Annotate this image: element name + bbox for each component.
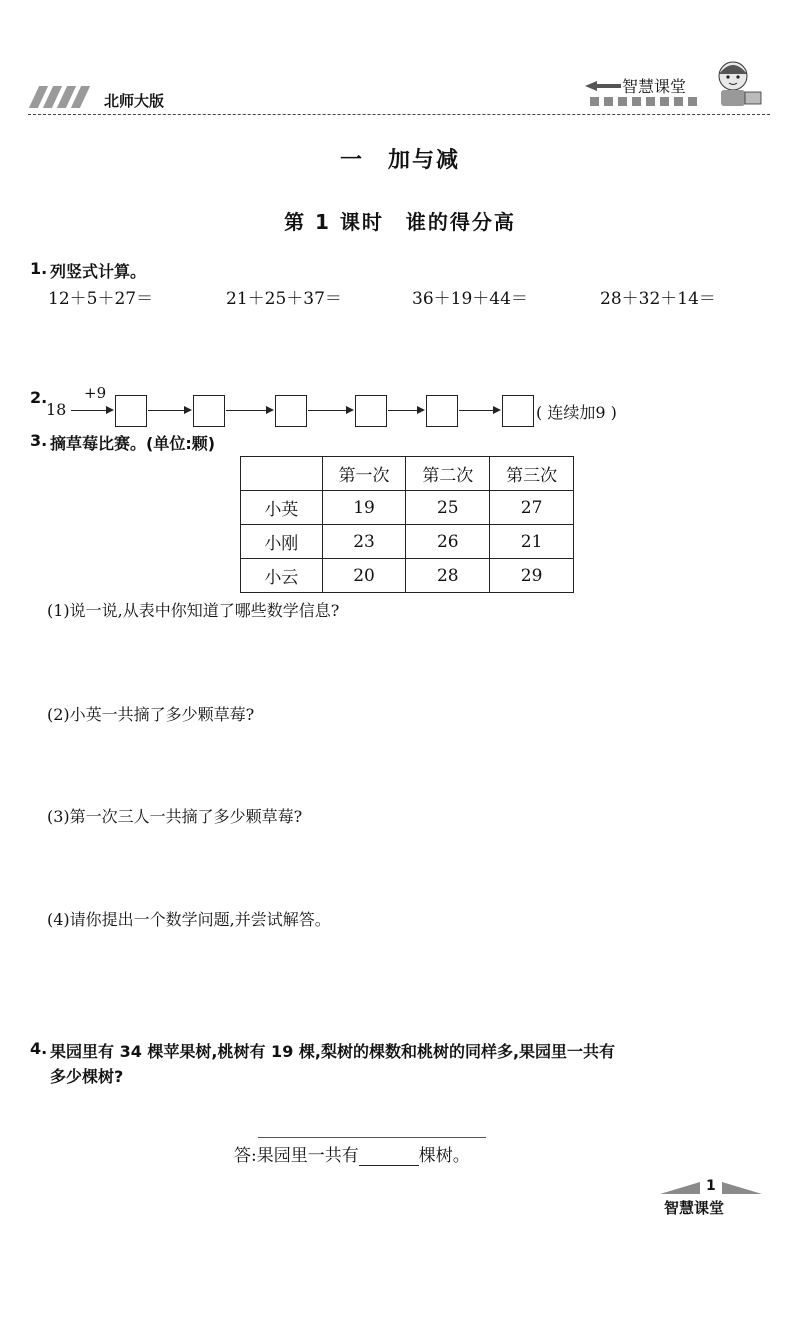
header-stripes-decoration <box>30 86 100 108</box>
question-3-number: 3. <box>30 431 48 450</box>
table-header-cell <box>241 457 323 491</box>
table-cell-name: 小英 <box>241 491 323 525</box>
table-cell: 27 <box>490 491 574 525</box>
question-4-line-1: 果园里有 34 棵苹果树,桃树有 19 棵,梨树的棵数和桃树的同样多,果园里一共有 <box>50 1042 616 1061</box>
chain-start-value: 18 <box>46 400 67 419</box>
question-4-number: 4. <box>30 1039 48 1058</box>
expression-1: 12＋5＋27＝ <box>48 289 154 309</box>
table-header-cell: 第三次 <box>490 457 574 491</box>
girl-mascot-icon <box>705 58 765 110</box>
answer-box-5[interactable] <box>426 395 458 427</box>
answer-prefix: 答:果园里一共有 <box>234 1146 359 1166</box>
chain-arrowhead-5 <box>417 406 425 414</box>
chain-arrow-2 <box>148 410 184 411</box>
chain-note: ( 连续加9 ) <box>536 403 617 422</box>
answer-box-3[interactable] <box>275 395 307 427</box>
table-cell: 20 <box>322 559 406 593</box>
table-cell: 21 <box>490 525 574 559</box>
table-cell-name: 小刚 <box>241 525 323 559</box>
question-4-line-2: 多少棵树? <box>50 1067 124 1086</box>
chain-arrowhead-3 <box>266 406 274 414</box>
question-1-instruction: 列竖式计算。 <box>50 262 147 281</box>
expression-3: 36＋19＋44＝ <box>412 289 528 309</box>
table-row <box>241 559 574 593</box>
chain-arrow-1 <box>71 410 107 411</box>
table-cell: 23 <box>322 525 406 559</box>
answer-box-1[interactable] <box>115 395 147 427</box>
table-cell: 29 <box>490 559 574 593</box>
edition-label: 北师大版 <box>104 92 165 110</box>
expression-4: 28＋32＋14＝ <box>600 289 716 309</box>
table-header-cell: 第一次 <box>322 457 406 491</box>
subquestion-4: (4)请你提出一个数学问题,并尝试解答。 <box>47 910 331 929</box>
answer-blank[interactable] <box>359 1149 419 1166</box>
arrow-left-icon <box>585 80 621 92</box>
answer-box-2[interactable] <box>193 395 225 427</box>
chain-arrowhead-6 <box>493 406 501 414</box>
chain-arrowhead-1 <box>106 406 114 414</box>
subquestion-2: (2)小英一共摘了多少颗草莓? <box>47 705 255 724</box>
page-number: 1 <box>706 1178 716 1194</box>
table-cell: 26 <box>406 525 490 559</box>
chain-arrow-4 <box>308 410 346 411</box>
chain-arrowhead-2 <box>184 406 192 414</box>
lesson-title: 第 1 课时 谁的得分高 <box>284 210 516 234</box>
table-cell: 28 <box>406 559 490 593</box>
answer-box-4[interactable] <box>355 395 387 427</box>
brand-title: 智慧课堂 <box>622 77 687 96</box>
table-cell: 19 <box>322 491 406 525</box>
question-1-number: 1. <box>30 259 48 278</box>
strawberry-score-table <box>240 456 574 593</box>
table-cell: 25 <box>406 491 490 525</box>
table-header-row <box>241 457 574 491</box>
table-row <box>241 525 574 559</box>
table-header-cell: 第二次 <box>406 457 490 491</box>
answer-box-6[interactable] <box>502 395 534 427</box>
chapter-title: 一 加与减 <box>339 148 460 173</box>
answer-sentence <box>234 1141 470 1166</box>
table-row <box>241 491 574 525</box>
subquestion-1: (1)说一说,从表中你知道了哪些数学信息? <box>47 601 340 620</box>
question-2-number: 2. <box>30 388 48 407</box>
header-squares-decoration <box>590 97 710 107</box>
subquestion-3: (3)第一次三人一共摘了多少颗草莓? <box>47 807 303 826</box>
chain-step-label: +9 <box>84 384 107 402</box>
question-3-title: 摘草莓比赛。(单位:颗) <box>50 434 216 453</box>
footer-brand: 智慧课堂 <box>664 1199 725 1217</box>
chain-arrow-6 <box>459 410 493 411</box>
chain-arrow-5 <box>388 410 418 411</box>
expression-2: 21＋25＋37＝ <box>226 289 342 309</box>
chain-arrowhead-4 <box>346 406 354 414</box>
header-divider <box>28 114 770 115</box>
answer-suffix: 棵树。 <box>418 1146 470 1166</box>
chain-arrow-3 <box>226 410 266 411</box>
table-cell-name: 小云 <box>241 559 323 593</box>
answer-rule-line <box>258 1137 486 1138</box>
